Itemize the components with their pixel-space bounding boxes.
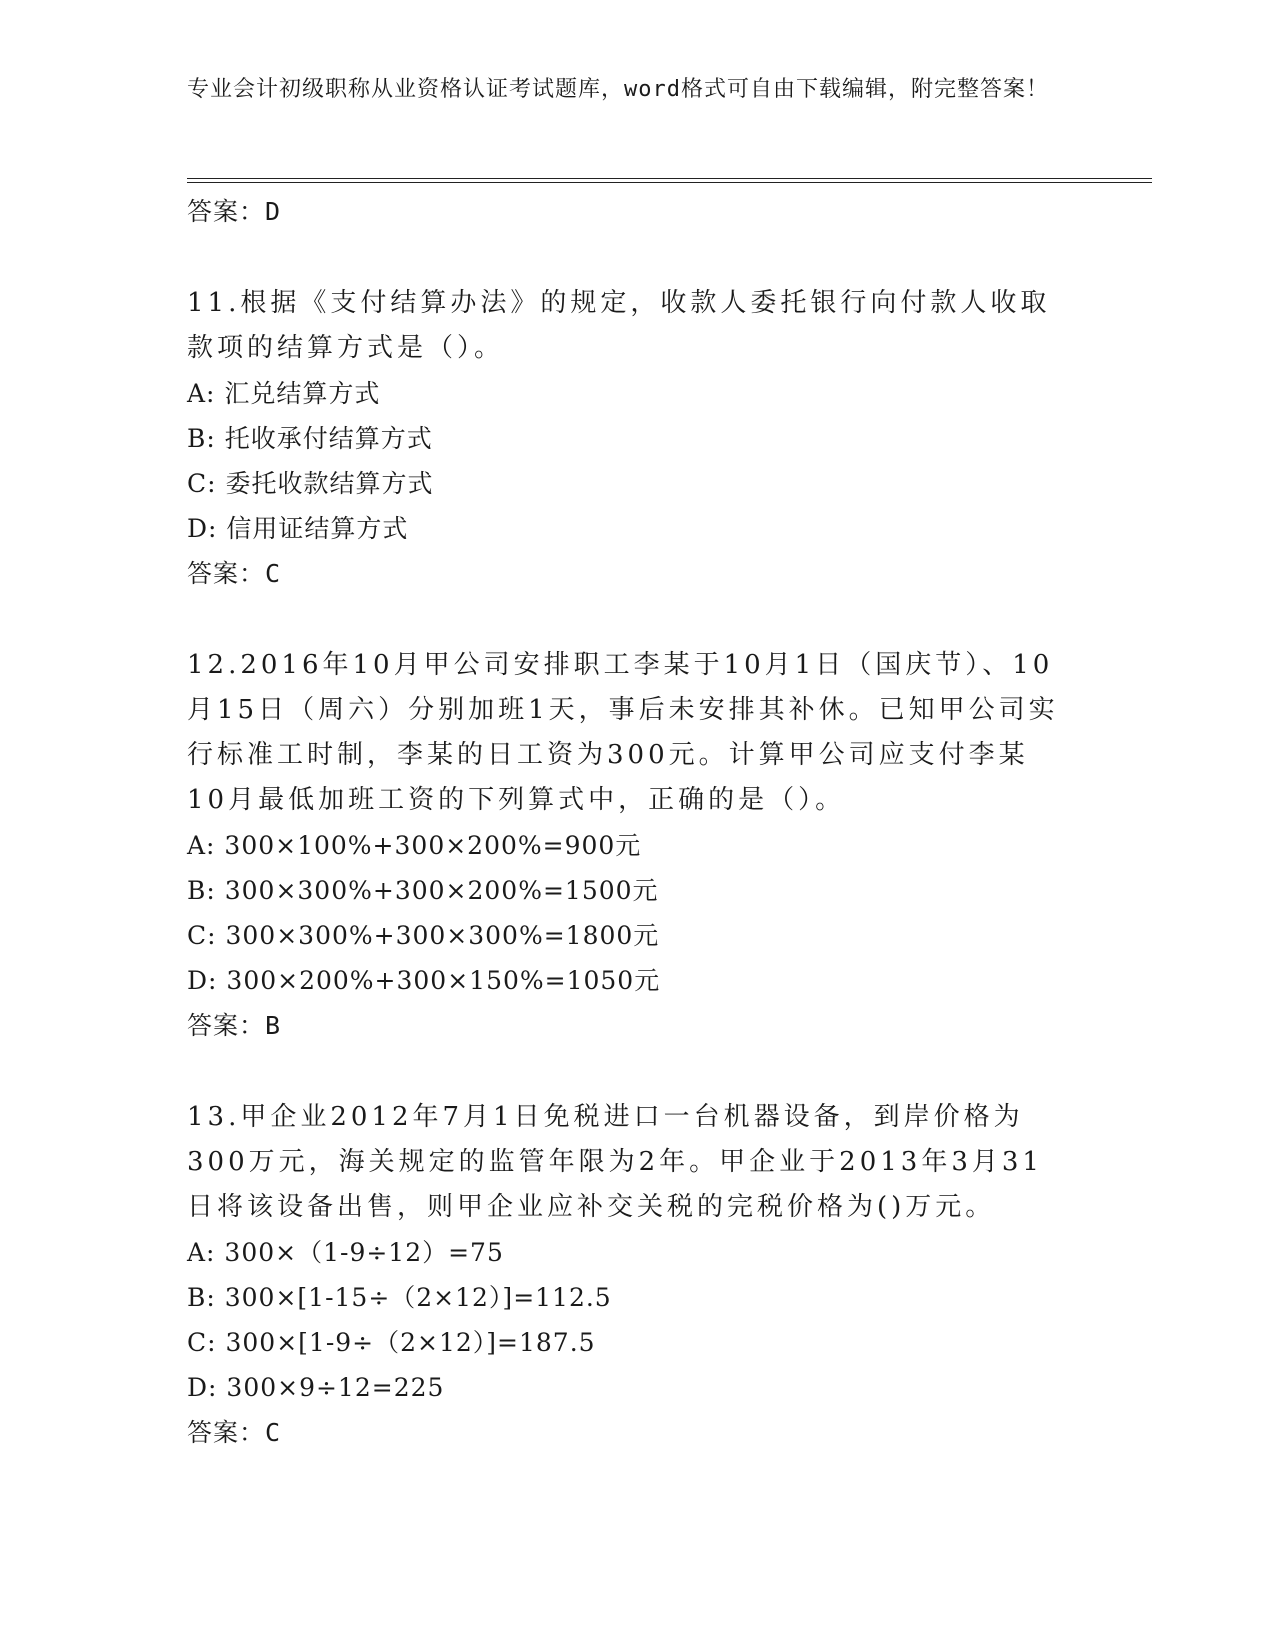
option-b: B: 300×[1-15÷（2×12）]=112.5 <box>187 1283 612 1312</box>
option-c: C: 300×[1-9÷（2×12）]=187.5 <box>187 1328 596 1357</box>
option-c: C: 300×300%+300×300%=1800元 <box>187 921 660 950</box>
option-d: D: 信用证结算方式 <box>187 514 409 543</box>
spacer <box>187 1048 1067 1095</box>
previous-answer: 答案：D <box>187 197 282 226</box>
option-a: A: 300×（1-9÷12）=75 <box>187 1238 504 1267</box>
option-b: B: 300×300%+300×200%=1500元 <box>187 876 659 905</box>
question-stem: 12.2016年10月甲公司安排职工李某于10月1日（国庆节）、10月15日（周六）分别加班1天，事后未安排其补休。已知甲公司实行标准工时制，李某的日工资为300元。计算甲公司应支付李某10月最低加班工资的下列算式中，正确的是（）。 <box>187 650 1059 815</box>
header-rule-bottom <box>187 182 1152 183</box>
spacer <box>187 234 1067 281</box>
question-answer: 答案：C <box>187 559 282 588</box>
question-answer: 答案：C <box>187 1418 282 1447</box>
option-a: A: 汇兑结算方式 <box>187 379 381 408</box>
spacer <box>187 596 1067 643</box>
header-rule-top <box>187 178 1152 179</box>
option-c: C: 委托收款结算方式 <box>187 469 434 498</box>
question-12 <box>187 643 1067 1048</box>
question-11 <box>187 281 1067 596</box>
question-13 <box>187 1095 1067 1455</box>
option-d: D: 300×200%+300×150%=1050元 <box>187 966 661 995</box>
page-header: 专业会计初级职称从业资格认证考试题库，word格式可自由下载编辑，附完整答案！ <box>187 77 1049 102</box>
question-answer: 答案：B <box>187 1011 282 1040</box>
question-list <box>187 189 1067 1455</box>
question-stem: 13.甲企业2012年7月1日免税进口一台机器设备，到岸价格为300万元，海关规定的监管年限为2年。甲企业于2013年3月31日将该设备出售，则甲企业应补交关税的完税价格为()万元。 <box>187 1102 1043 1222</box>
option-b: B: 托收承付结算方式 <box>187 424 433 453</box>
option-d: D: 300×9÷12=225 <box>187 1373 445 1402</box>
question-stem: 11.根据《支付结算办法》的规定，收款人委托银行向付款人收取款项的结算方式是（）。 <box>187 288 1051 363</box>
option-a: A: 300×100%+300×200%=900元 <box>187 831 642 860</box>
